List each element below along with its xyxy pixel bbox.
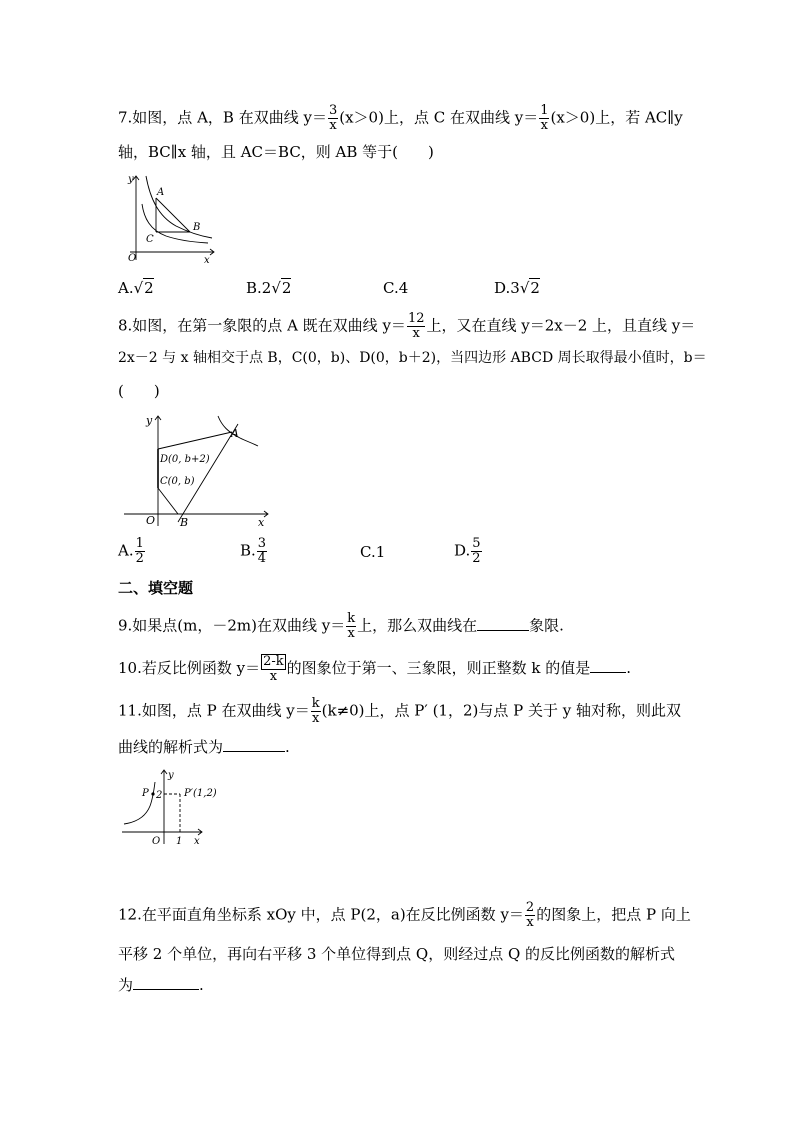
q8-option-a [118,537,146,566]
q12-line3 [118,974,204,996]
q8-option-a-den: 2 [135,551,144,566]
q11-answer-blank[interactable] [223,737,285,752]
q7-label-a: A [157,187,165,198]
q7-label-y: y [128,174,134,185]
section-heading: 二、填空题 [118,579,194,597]
q7-text-b: (x＞0)上，点 C 在双曲线 y＝ [339,108,539,127]
q7-f2-den: x [540,118,549,133]
q12-line1 [118,901,691,930]
q7-option-c [383,277,408,299]
q7-segment-ab [156,198,190,232]
q8-option-b-den: 4 [257,551,267,566]
q11-label-p: P [142,788,149,799]
q8-label-d: D(0, b+2) [160,454,210,465]
q8-option-b-frac [257,537,267,566]
q9-text-b: 上，那么双曲线在 [357,616,478,635]
q10-text-a: 10.若反比例函数 y＝ [118,659,261,677]
q7-line2: 轴，BC∥x 轴，且 AC＝BC，则 AB 等于( ) [118,143,434,161]
q8-option-b-num: 3 [257,536,267,551]
q8-label-y: y [146,414,153,427]
q11-curve [124,782,155,824]
q7-fraction-1 [328,104,338,133]
q9-f-den: x [347,626,355,641]
q10-text-b: 的图象位于第一、三象限，则正整数 k 的值是 [286,659,591,677]
q11-line2 [118,736,290,758]
q12-line3-text: 为 [118,976,134,994]
q7-option-d-coef: 3 [510,279,520,297]
q7-option-c-letter: C. [383,279,399,297]
q7-option-b-rad: 2 [281,279,292,297]
q8-option-b [240,537,268,566]
q7-f1-num: 3 [328,103,338,118]
q8-label-o: O [146,514,156,527]
q7-line1 [118,104,683,133]
q7-text-c: (x＞0)上，若 AC∥y [550,108,683,127]
q11-figure [118,766,217,848]
q7-label-b: B [193,222,201,233]
q9-f-num: k [347,611,356,626]
q11-fraction [311,697,321,726]
q8-option-c [360,541,385,563]
q7-f2-num: 1 [540,103,549,118]
q11-label-x: x [194,836,200,847]
q8-figure [118,410,278,530]
q11-label-y: y [168,770,174,781]
q12-text-c: . [199,976,204,994]
q7-figure [118,170,218,265]
q8-line2: 2x－2 与 x 轴相交于点 B，C(0，b)、D(0，b＋2)，当四边形 ABCD 周长取得最小值时，b＝ [118,350,707,366]
q12-f-num: 2 [525,900,535,915]
q12-text-b: 的图象上，把点 P 向上 [536,905,691,924]
q11-text-a: 11.如图，点 P 在双曲线 y＝ [118,701,310,720]
q7-option-a-letter: A. [118,279,134,297]
q7-label-c: C [146,234,154,245]
q9-answer-blank[interactable] [477,616,529,631]
q10-line [118,654,631,684]
q11-text-b: (k≠0)上，点 P′ (1，2)与点 P 关于 y 轴对称，则此双 [321,701,681,720]
q7-option-b [246,277,291,299]
q7-option-b-letter: B. [246,279,262,297]
q8-option-d-frac [471,537,481,566]
q8-label-c: C(0, b) [160,476,195,487]
q7-option-a-rad: 2 [144,279,154,297]
q7-text-a: 7.如图，点 A，B 在双曲线 y＝ [118,108,327,127]
q8-f-den: x [407,326,426,341]
q8-option-a-num: 1 [135,536,144,551]
q8-label-x: x [258,516,265,529]
q11-line2-text: 曲线的解析式为 [118,738,224,756]
q8-option-d-letter: D. [454,541,471,560]
q8-option-d-den: 2 [472,551,481,566]
q7-label-x: x [204,255,210,266]
q7-option-d [494,277,540,299]
q9-text-a: 9.如果点(m，－2m)在双曲线 y＝ [118,616,346,635]
q11-f-num: k [311,696,320,711]
q8-fraction [407,312,426,341]
q7-option-c-text: 4 [398,279,409,297]
q8-option-a-letter: A. [118,541,134,560]
q7-option-d-rad: 2 [530,279,540,297]
q11-line1 [118,697,681,726]
q8-label-a: A [231,427,239,440]
q12-f-den: x [526,915,534,930]
q8-text-a: 8.如图，在第一象限的点 A 既在双曲线 y＝ [118,316,406,335]
q8-label-b: B [180,516,189,529]
q8-segment-da [158,432,232,449]
q9-line [118,612,564,641]
sqrt-sign: √2 [133,279,154,297]
q11-label-pp: P′(1,2) [184,788,217,799]
q10-text-c: . [626,659,632,677]
sqrt-sign: √2 [519,279,540,297]
q7-f1-den: x [329,118,337,133]
q11-label-one: 1 [176,836,183,847]
q8-line-ab [178,424,238,522]
q8-f-num: 12 [407,311,425,326]
q12-line2: 平移 2 个单位，再向右平移 3 个单位得到点 Q，则经过点 Q 的反比例函数的解析式 [118,945,676,963]
q8-option-d [454,537,483,566]
q9-text-c: 象限. [529,616,564,635]
q8-option-c-text: 1 [375,543,386,561]
sqrt-sign: √2 [271,279,292,297]
q10-answer-blank[interactable] [590,658,626,673]
q11-point-p [151,792,154,795]
q8-segment-cb [158,488,178,514]
q7-option-b-coef: 2 [261,279,272,297]
q11-text-c: . [285,738,290,756]
q8-option-b-letter: B. [240,541,256,560]
q8-option-d-num: 5 [472,536,481,551]
q8-line1 [118,312,695,341]
q12-fraction [525,901,535,930]
q8-option-c-letter: C. [360,543,376,561]
q12-answer-blank[interactable] [133,975,199,990]
q8-text-b: 上，又在直线 y＝2x－2 上，且直线 y＝ [426,316,696,335]
q10-fraction [261,654,286,684]
q8-option-a-frac [135,537,145,566]
q7-option-a [118,277,154,299]
q10-f-den: x [261,669,286,684]
q7-option-d-letter: D. [494,279,511,297]
q10-f-num: 2-k [263,654,284,669]
q7-label-o: O [128,253,137,264]
q12-text-a: 12.在平面直角坐标系 xOy 中，点 P(2，a)在反比例函数 y＝ [118,905,524,924]
q9-fraction [346,612,356,641]
q8-line3: ( ) [118,382,160,400]
q11-label-o: O [152,836,161,847]
q7-fraction-2 [539,104,549,133]
q11-label-two: 2 [156,790,163,801]
q11-f-den: x [312,711,320,726]
